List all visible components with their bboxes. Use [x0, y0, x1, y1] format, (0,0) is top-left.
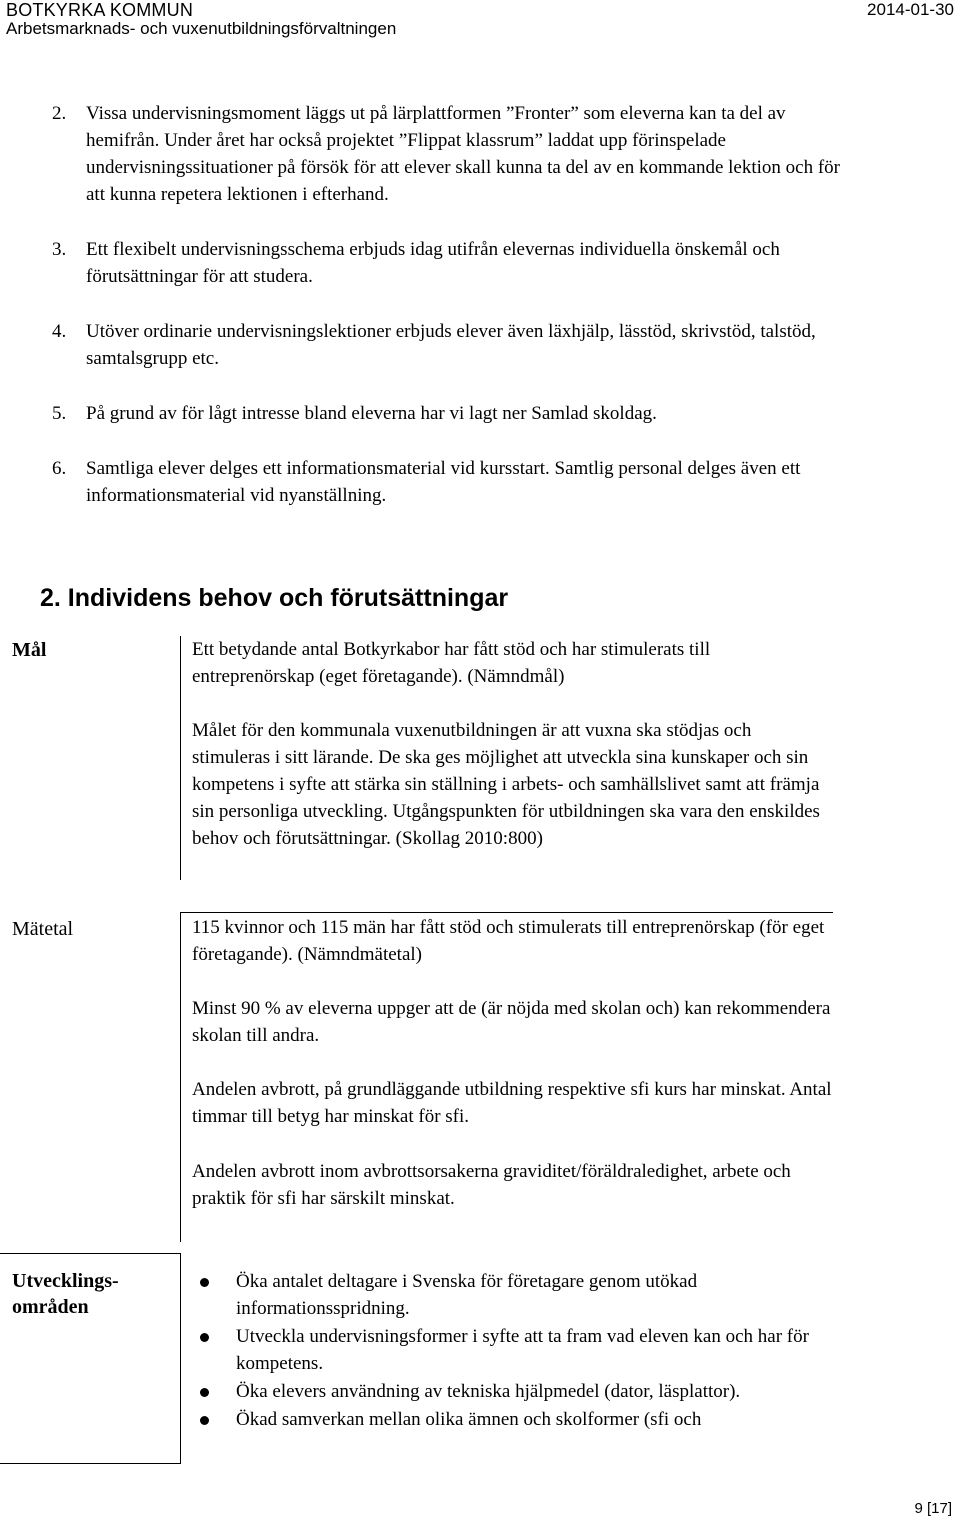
- list-item-text: Vissa undervisningsmoment läggs ut på lärplattformen ”Fronter” som eleverna kan ta del av hemifrån. Under året har också projektet ”Flippat klassrum” laddat upp förinspelade undervisningssituationer på försök för att elever skall kunna ta del av en kommande lektion och för att kunna repetera lektionen i efterhand.: [86, 103, 840, 205]
- list-item-text: Öka antalet deltagare i Svenska för företagare genom utökad informationsspridning.: [236, 1271, 698, 1319]
- development-areas-list: [196, 1268, 836, 1434]
- list-item: [196, 1378, 836, 1405]
- list-item-number: 5.: [52, 403, 67, 424]
- list-item-number: 6.: [52, 458, 67, 479]
- list-item: [52, 236, 842, 290]
- list-item-text: Ett flexibelt undervisningsschema erbjuds idag utifrån elevernas individuella önskemål och förutsättningar för att studera.: [86, 239, 780, 287]
- document-date: 2014-01-30: [867, 0, 954, 19]
- page-number: 9 [17]: [914, 1500, 952, 1517]
- metric-paragraph: Andelen avbrott, på grundläggande utbildning respektive sfi kurs har minskat. Antal timmar till betyg har minskat för sfi.: [192, 1079, 832, 1127]
- organization-name: BOTKYRKA KOMMUN: [6, 0, 194, 20]
- list-item: [52, 100, 842, 208]
- goal-label: Mål: [12, 639, 47, 661]
- development-areas-label: [12, 1268, 119, 1320]
- development-areas-label-line: Utvecklings-: [12, 1270, 119, 1292]
- bullet-icon: [200, 1416, 209, 1425]
- list-item-number: 4.: [52, 321, 67, 342]
- page-header: [0, 0, 960, 44]
- list-item-text: Samtliga elever delges ett informationsmaterial vid kursstart. Samtlig personal delges även ett informationsmaterial vid nyanställning.: [86, 458, 801, 506]
- list-item-text: Utöver ordinarie undervisningslektioner erbjuds elever även läxhjälp, lässtöd, skrivstöd, talstöd, samtalsgrupp etc.: [86, 321, 816, 369]
- list-item-number: 3.: [52, 239, 67, 260]
- list-item-text: På grund av för lågt intresse bland eleverna har vi lagt ner Samlad skoldag.: [86, 403, 657, 424]
- list-item-number: 2.: [52, 103, 67, 124]
- bullet-icon: [200, 1333, 209, 1342]
- table-divider: [180, 912, 181, 1242]
- metric-paragraph: Minst 90 % av eleverna uppger att de (är nöjda med skolan och) kan rekommendera skolan till andra.: [192, 998, 831, 1046]
- table-divider: [180, 912, 833, 913]
- metric-paragraph: 115 kvinnor och 115 män har fått stöd och stimulerats till entreprenörskap (för eget företagande). (Nämndmätetal): [192, 917, 825, 965]
- section-heading: 2. Individens behov och förutsättningar: [40, 584, 509, 612]
- list-item-text: Utveckla undervisningsformer i syfte att ta fram vad eleven kan och har för kompetens.: [236, 1326, 809, 1374]
- metric-paragraph: Andelen avbrott inom avbrottsorsakerna graviditet/föräldraledighet, arbete och praktik för sfi har särskilt minskat.: [192, 1161, 791, 1209]
- table-divider: [0, 1463, 180, 1464]
- table-divider: [180, 1253, 181, 1464]
- department-name: Arbetsmarknads- och vuxenutbildningsförvaltningen: [6, 19, 397, 38]
- metric-label: Mätetal: [12, 918, 74, 940]
- bullet-icon: [200, 1388, 209, 1397]
- development-areas-label-line: områden: [12, 1296, 89, 1318]
- goal-paragraph: Ett betydande antal Botkyrkabor har fått stöd och har stimulerats till entreprenörskap (eget företagande). (Nämndmål): [192, 639, 711, 687]
- table-divider: [0, 1253, 180, 1254]
- list-item: [52, 455, 842, 509]
- list-item-text: Ökad samverkan mellan olika ämnen och skolformer (sfi och: [236, 1409, 702, 1430]
- list-item: [196, 1323, 836, 1377]
- list-item: [52, 318, 842, 372]
- list-item: [196, 1268, 836, 1322]
- bullet-icon: [200, 1278, 209, 1287]
- goal-paragraph: Målet för den kommunala vuxenutbildningen är att vuxna ska stödjas och stimuleras i sitt lärande. De ska ges möjlighet att utveckla sina kunskaper och sin kompetens i syfte att stärka sin ställning i arbets- och samhällslivet samt att främja sin personliga utveckling. Utgångspunkten för utbildningen ska vara den enskildes behov och förutsättningar. (Skollag 2010:800): [192, 720, 820, 849]
- list-item: [52, 400, 842, 427]
- numbered-list: [52, 100, 842, 509]
- list-item: [196, 1406, 836, 1433]
- list-item-text: Öka elevers användning av tekniska hjälpmedel (dator, läsplattor).: [236, 1381, 741, 1402]
- table-divider: [180, 636, 181, 880]
